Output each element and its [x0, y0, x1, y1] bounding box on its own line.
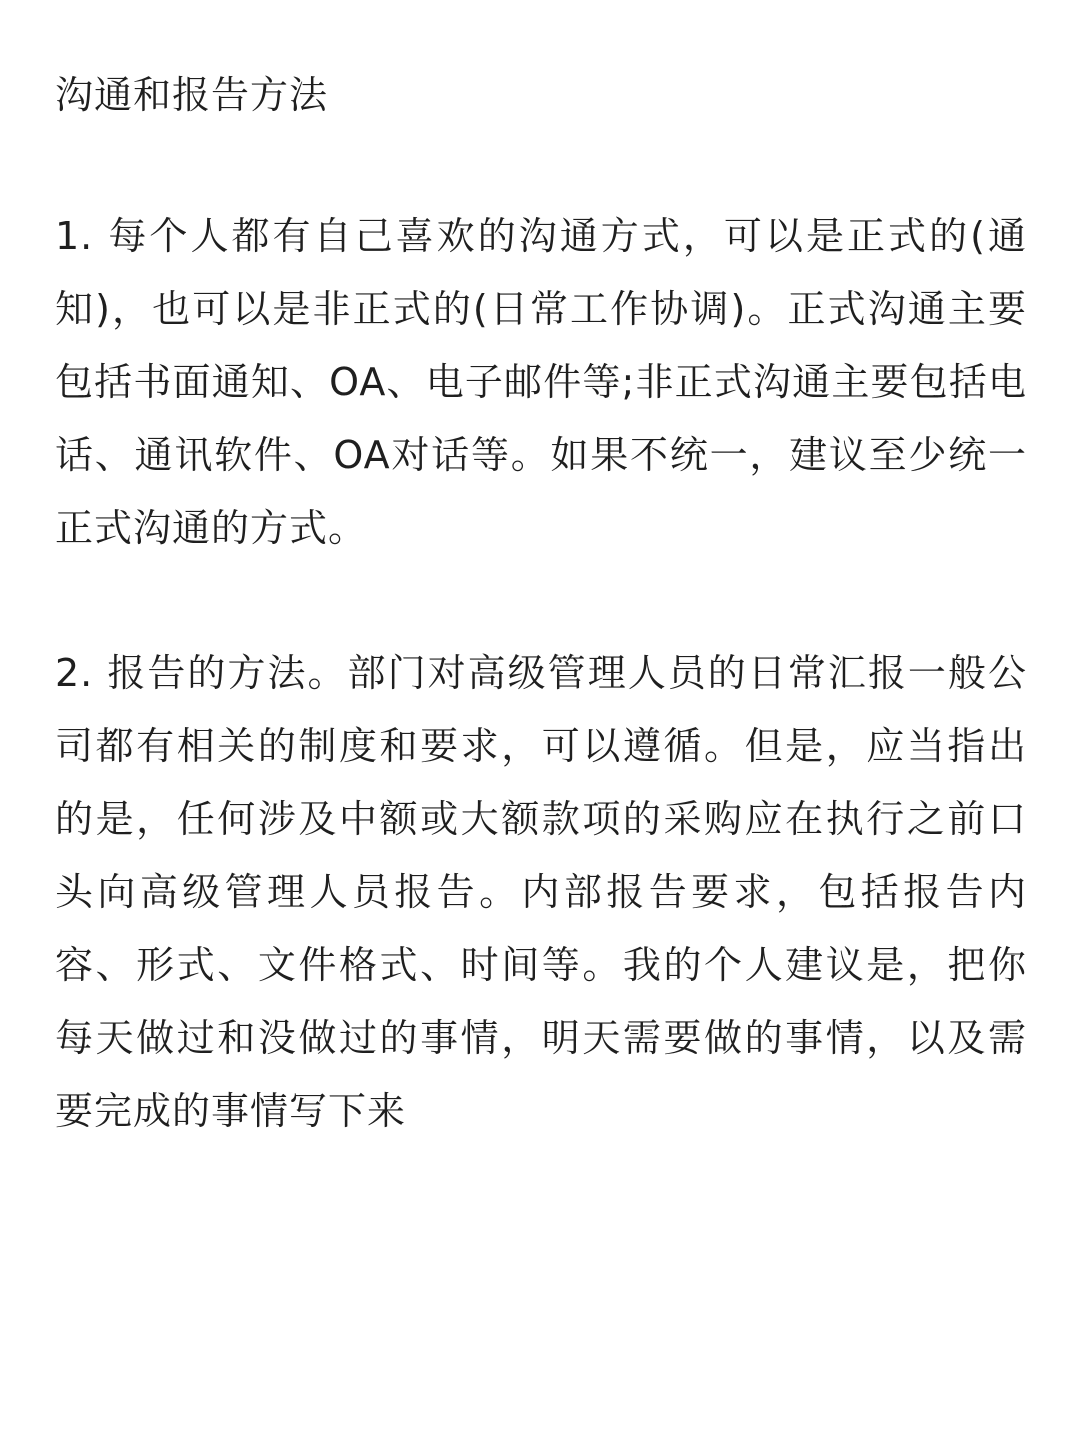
document-title: 沟通和报告方法: [55, 73, 329, 117]
document-body: [55, 68, 1027, 1220]
paragraph-communication-methods: 1. 每个人都有自己喜欢的沟通方式，可以是正式的(通知)，也可以是非正式的(日常工作协调)。正式沟通主要包括书面通知、OA、电子邮件等;非正式沟通主要包括电话、通讯软件、OA对话等。如果不统一，建议至少统一正式沟通的方式。: [55, 214, 1027, 550]
paragraph-reporting-methods: 2. 报告的方法。部门对高级管理人员的日常汇报一般公司都有相关的制度和要求，可以遵循。但是，应当指出的是，任何涉及中额或大额款项的采购应在执行之前口头向高级管理人员报告。内部报告要求，包括报告内容、形式、文件格式、时间等。我的个人建议是，把你每天做过和没做过的事情，明天需要做的事情，以及需要完成的事情写下来: [55, 651, 1027, 1133]
